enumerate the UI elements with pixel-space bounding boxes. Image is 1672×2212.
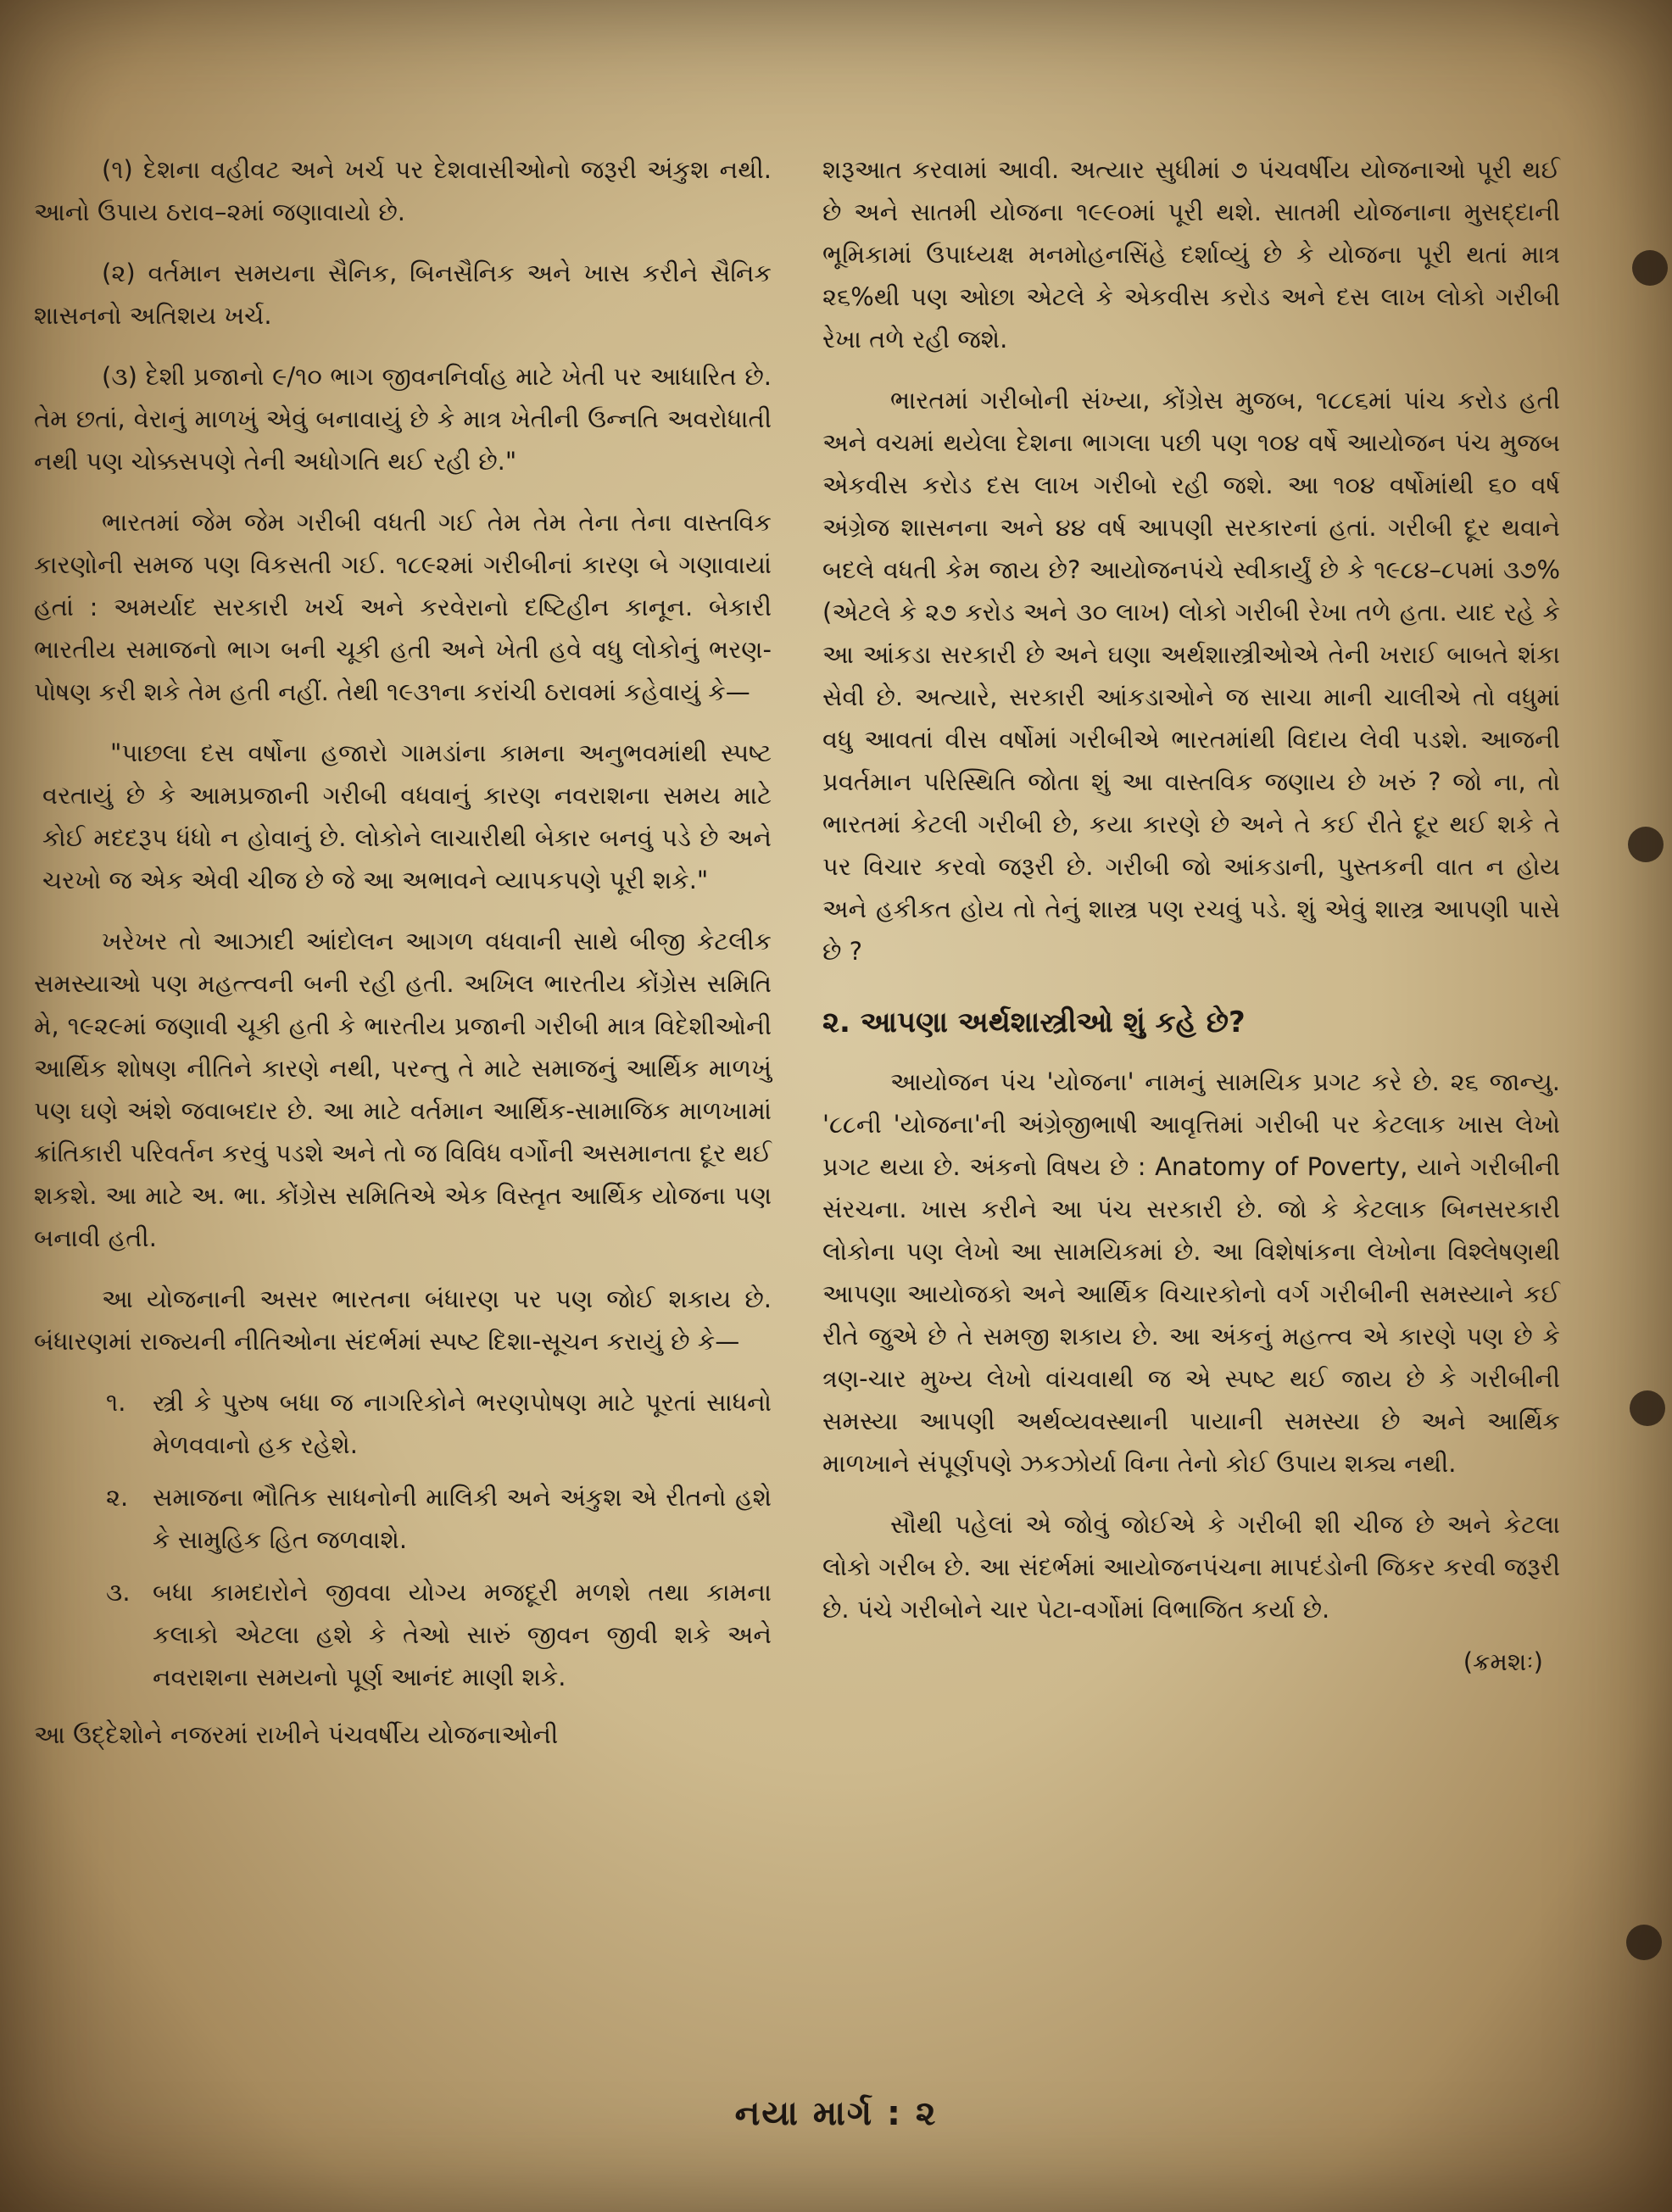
list-number: ૩. — [106, 1578, 131, 1607]
left-column — [34, 148, 772, 1775]
paper-tear-mark — [1626, 1925, 1662, 1960]
paragraph: ભારતમાં ગરીબોની સંખ્યા, કોંગ્રેસ મુજબ, ૧૮૮૬માં પાંચ કરોડ હતી અને વચમાં થયેલા દેશના ભાગલા પછી પણ ૧૦૪ વર્ષે આયોજન પંચ મુજબ એકવીસ કરોડ દસ લાખ ગરીબો રહી જશે. આ ૧૦૪ વર્ષોમાંથી ૬૦ વર્ષ અંગ્રેજ શાસનના અને ૪૪ વર્ષ આપણી સરકારનાં હતાં. ગરીબી દૂર થવાને બદલે વધતી કેમ જાય છે? આયોજનપંચે સ્વીકાર્યું છે કે ૧૯૮૪–૮૫માં ૩૭% (એટલે કે ૨૭ કરોડ અને ૩૦ લાખ) લોકો ગરીબી રેખા તળે હતા. યાદ રહે કે આ આંકડા સરકારી છે અને ઘણા અર્થશાસ્ત્રીઓએ તેની ખરાઈ બાબતે શંકા સેવી છે. અત્યારે, સરકારી આંકડાઓને જ સાચા માની ચાલીએ તો વધુમાં વધુ આવતાં વીસ વર્ષોમાં ગરીબીએ ભારતમાંથી વિદાય લેવી પડશે. આજની પ્રવર્તમાન પરિસ્થિતિ જોતા શું આ વાસ્તવિક જણાય છે ખરું ? જો ના, તો ભારતમાં કેટલી ગરીબી છે, કયા કારણે છે અને તે કઈ રીતે દૂર થઈ શકે તે પર વિચાર કરવો જરૂરી છે. ગરીબી જો આંકડાની, પુસ્તકની વાત ન હોય અને હકીકત હોય તો તેનું શાસ્ત્ર પણ રચવું પડે. શું એવું શાસ્ત્ર આપણી પાસે છે ? — [822, 386, 1560, 966]
paragraph: (૧) દેશના વહીવટ અને ખર્ચ પર દેશવાસીઓનો જરૂરી અંકુશ નથી. આનો ઉપાય ઠરાવ–૨માં જણાવાયો છે. — [34, 155, 772, 226]
list-text: બધા કામદારોને જીવવા યોગ્ય મજદૂરી મળશે તથા કામના કલાકો એટલા હશે કે તેઓ સારું જીવન જીવી શકે અને નવરાશના સમયનો પૂર્ણ આનંદ માણી શકે. — [153, 1578, 772, 1691]
list-text: સ્ત્રી કે પુરુષ બધા જ નાગરિકોને ભરણપોષણ માટે પૂરતાં સાધનો મેળવવાનો હક રહેશે. — [153, 1388, 772, 1459]
paragraph: ખરેખર તો આઝાદી આંદોલન આગળ વધવાની સાથે બીજી કેટલીક સમસ્યાઓ પણ મહત્ત્વની બની રહી હતી. અખિલ ભારતીય કોંગ્રેસ સમિતિ મે, ૧૯૨૯માં જણાવી ચૂકી હતી કે ભારતીય પ્રજાની ગરીબી માત્ર વિદેશીઓની આર્થિક શોષણ નીતિને કારણે નથી, પરન્તુ તે માટે સમાજનું આર્થિક માળખું પણ ઘણે અંશે જવાબદાર છે. આ માટે વર્તમાન આર્થિક-સામાજિક માળખામાં ક્રાંતિકારી પરિવર્તન કરવું પડશે અને તો જ વિવિધ વર્ગોની અસમાનતા દૂર થઈ શકશે. આ માટે અ. ભા. કોંગ્રેસ સમિતિએ એક વિસ્તૃત આર્થિક યોજના પણ બનાવી હતી. — [34, 927, 772, 1252]
page-footer: નયા માર્ગ : ૨ — [734, 2094, 938, 2133]
numbered-list — [34, 1381, 772, 1698]
list-item — [106, 1571, 772, 1698]
paragraph: (૩) દેશી પ્રજાનો ૯/૧૦ ભાગ જીવનનિર્વાહ માટે ખેતી પર આધારિત છે. તેમ છતાં, વેરાનું માળખું એવું બનાવાયું છે કે માત્ર ખેતીની ઉન્નતિ અવરોધાતી નથી પણ ચોક્કસપણે તેની અધોગતિ થઈ રહી છે." — [34, 362, 772, 476]
paragraph: (૨) વર્તમાન સમયના સૈનિક, બિનસૈનિક અને ખાસ કરીને સૈનિક શાસનનો અતિશય ખર્ચ. — [34, 259, 772, 330]
paper-tear-mark — [1628, 827, 1664, 862]
list-text: સમાજના ભૌતિક સાધનોની માલિકી અને અંકુશ એ રીતનો હશે કે સામુહિક હિત જળવાશે. — [153, 1483, 772, 1554]
list-item — [106, 1381, 772, 1466]
quote-paragraph: "પાછલા દસ વર્ષોના હજારો ગામડાંના કામના અનુભવમાંથી સ્પષ્ટ વરતાયું છે કે આમપ્રજાની ગરીબી વધવાનું કારણ નવરાશના સમય માટે કોઈ મદદરૂપ ધંધો ન હોવાનું છે. લોકોને લાચારીથી બેકાર બનવું પડે છે અને ચરખો જ એક એવી ચીજ છે જે આ અભાવને વ્યાપકપણે પૂરી શકે." — [42, 738, 772, 894]
list-item — [106, 1476, 772, 1561]
paragraph: આ યોજનાની અસર ભારતના બંધારણ પર પણ જોઈ શકાય છે. બંધારણમાં રાજ્યની નીતિઓના સંદર્ભમાં સ્પષ્ટ દિશા-સૂચન કરાયું છે કે— — [34, 1284, 772, 1356]
list-number: ૧. — [106, 1388, 126, 1417]
paragraph: આયોજન પંચ 'યોજના' નામનું સામયિક પ્રગટ કરે છે. ૨૬ જાન્યુ. '૮૮ની 'યોજના'ની અંગ્રેજીભાષી આવૃત્તિમાં ગરીબી પર કેટલાક ખાસ લેખો પ્રગટ થયા છે. અંકનો વિષય છે : Anatomy of Poverty, યાને ગરીબીની સંરચના. ખાસ કરીને આ પંચ સરકારી છે. જો કે કેટલાક બિનસરકારી લોકોના પણ લેખો આ સામયિકમાં છે. આ વિશેષાંકના લેખોના વિશ્લેષણથી આપણા આયોજકો અને આર્થિક વિચારકોનો વર્ગ ગરીબીની સમસ્યાને કઈ રીતે જુએ છે તે સમજી શકાય છે. આ અંકનું મહત્ત્વ એ કારણે પણ છે કે ત્રણ-ચાર મુખ્ય લેખો વાંચવાથી જ એ સ્પષ્ટ થઈ જાય છે કે ગરીબીની સમસ્યા આપણી અર્થવ્યવસ્થાની પાયાની સમસ્યા છે અને આર્થિક માળખાને સંપૂર્ણપણે ઝકઝોર્યા વિના તેનો કોઈ ઉપાય શક્ય નથી. — [822, 1067, 1560, 1478]
paragraph: ભારતમાં જેમ જેમ ગરીબી વધતી ગઈ તેમ તેમ તેના તેના વાસ્તવિક કારણોની સમજ પણ વિકસતી ગઈ. ૧૮૯૨માં ગરીબીનાં કારણ બે ગણાવાયાં હતાં : અમર્યાદ સરકારી ખર્ચ અને કરવેરાનો દષ્ટિહીન કાનૂન. બેકારી ભારતીય સમાજનો ભાગ બની ચૂકી હતી અને ખેતી હવે વધુ લોકોનું ભરણ-પોષણ કરી શકે તેમ હતી નહીં. તેથી ૧૯૩૧ના કરાંચી ઠરાવમાં કહેવાયું કે— — [34, 508, 772, 706]
paragraph: સૌથી પહેલાં એ જોવું જોઈએ કે ગરીબી શી ચીજ છે અને કેટલા લોકો ગરીબ છે. આ સંદર્ભમાં આયોજનપંચના માપદંડોની જિકર કરવી જરૂરી છે. પંચે ગરીબોને ચાર પેટા-વર્ગોમાં વિભાજિત કર્યા છે. — [822, 1510, 1560, 1624]
paper-tear-mark — [1632, 250, 1668, 286]
right-column — [822, 148, 1560, 1683]
list-number: ૨. — [106, 1483, 129, 1512]
paragraph: શરૂઆત કરવામાં આવી. અત્યાર સુધીમાં ૭ પંચવર્ષીય યોજનાઓ પૂરી થઈ છે અને સાતમી યોજના ૧૯૯૦માં પૂરી થશે. સાતમી યોજનાના મુસદ્દાની ભૂમિકામાં ઉપાધ્યક્ષ મનમોહનસિંહે દર્શાવ્યું છે કે યોજના પૂરી થતાં માત્ર ૨૬%થી પણ ઓછા એટલે કે એકવીસ કરોડ અને દસ લાખ લોકો ગરીબી રેખા તળે રહી જશે. — [822, 155, 1560, 354]
paper-tear-mark — [1630, 1390, 1665, 1426]
paragraph: આ ઉદ્દેશોને નજરમાં રાખીને પંચવર્ષીય યોજનાઓની — [34, 1720, 559, 1749]
continued-marker: (ક્રમશઃ) — [1463, 1647, 1543, 1676]
section-heading: ૨. આપણા અર્થશાસ્ત્રીઓ શું કહે છે? — [822, 1006, 1246, 1039]
